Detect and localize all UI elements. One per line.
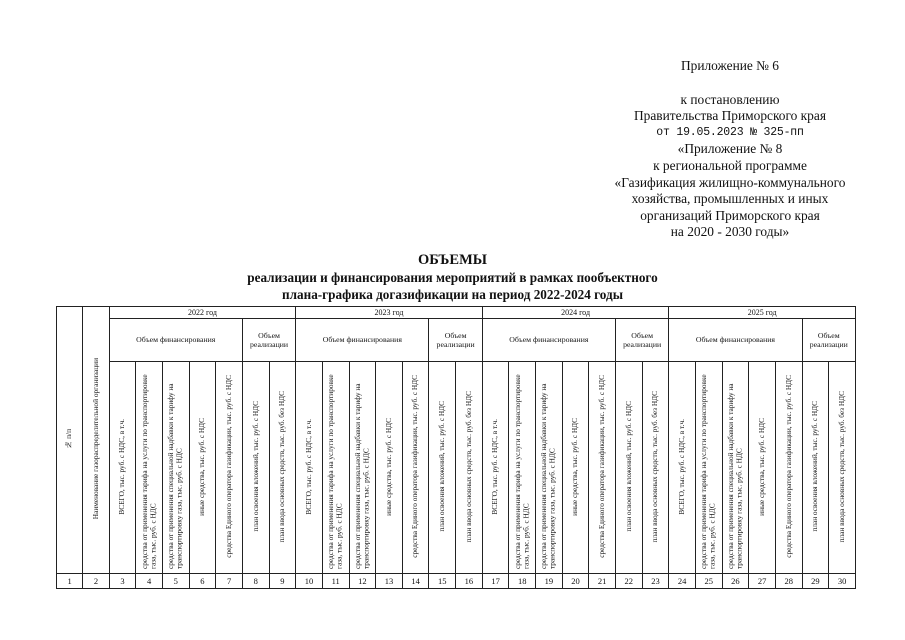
- header-financing-col: [509, 362, 536, 574]
- header-financing-col: [216, 362, 243, 574]
- column-number-text: 7: [226, 575, 232, 586]
- column-number-text: 27: [757, 575, 767, 586]
- header-financing-col: [349, 362, 376, 574]
- group-header-row: [57, 319, 856, 362]
- header-financing-col-text: средства от применения специальной надбавки к тарифу на транспортировку газа, тыс. руб. с НДС: [539, 383, 557, 569]
- header-financing-col: [695, 362, 722, 574]
- column-number: [402, 574, 429, 589]
- column-number: [162, 574, 189, 589]
- column-number-text: 28: [784, 575, 793, 586]
- column-number-text: 6: [200, 575, 205, 586]
- header-realization-col: [642, 362, 669, 574]
- header-financing-col-text: средства Единого оператора газификации, тыс. руб. с НДС: [596, 375, 606, 558]
- column-number: [802, 574, 829, 589]
- header-realization: [429, 319, 482, 362]
- appendix-line: к региональной программе: [653, 157, 807, 173]
- header-realization-col: [242, 362, 269, 574]
- appendix-date-number: от 19.05.2023 № 325-пп: [656, 125, 804, 139]
- column-number: [57, 574, 83, 589]
- header-financing-col-text: средства от применения тарифа на услуги по транспортировке газа, тыс. руб. с НДС: [326, 374, 344, 569]
- column-number-text: 13: [384, 575, 394, 586]
- column-number-text: 2: [93, 575, 99, 586]
- column-number-text: 4: [147, 575, 152, 586]
- column-number-text: 30: [837, 575, 847, 586]
- header-financing-text: Объем финансирования: [136, 335, 216, 345]
- header-financing-col-text: средства Единого оператора газификации, тыс. руб. с НДС: [783, 375, 793, 558]
- appendix-block: [595, 58, 865, 241]
- header-financing-col-text: иные средства, тыс. руб. с НДС: [756, 417, 766, 516]
- column-number: [615, 574, 642, 589]
- header-year: [109, 307, 296, 319]
- column-number-text: 1: [67, 575, 72, 586]
- header-year: [296, 307, 483, 319]
- column-number-text: 18: [517, 575, 527, 586]
- header-financing-col-text: иные средства, тыс. руб. с НДС: [570, 417, 580, 516]
- header-financing-col: [562, 362, 589, 574]
- header-financing-col: [402, 362, 429, 574]
- header-financing-col: [589, 362, 616, 574]
- column-number: [109, 574, 136, 589]
- header-realization-col-text: план ввода основных средств, тыс. руб. без НДС: [836, 390, 846, 543]
- appendix-line: к постановлению: [680, 91, 780, 107]
- appendix-line: «Приложение № 8: [677, 141, 783, 157]
- column-number: [669, 574, 696, 589]
- header-org: [83, 307, 109, 574]
- header-year: [482, 307, 669, 319]
- header-realization-col: [829, 362, 856, 574]
- header-year-text: 2024 год: [561, 308, 591, 317]
- document-title: [0, 252, 905, 303]
- header-financing-col: [775, 362, 802, 574]
- header-financing-col: [296, 362, 323, 574]
- header-financing-col-text: средства от применения тарифа на услуги по транспортировке газа, тыс. руб. с НДС: [512, 374, 531, 569]
- column-number-text: 9: [280, 575, 285, 586]
- column-header-row: [57, 362, 856, 574]
- header-financing: [109, 319, 242, 362]
- header-financing-col-text: иные средства, тыс. руб. с НДС: [197, 417, 207, 516]
- header-financing-col: [536, 362, 563, 574]
- header-no-text: № п/п: [64, 428, 74, 450]
- header-financing-col-text: средства от применения тарифа на услуги по транспортировке газа, тыс. руб. с НДС: [699, 374, 717, 569]
- header-financing-col: [109, 362, 136, 574]
- header-financing-col-text: средства Единого оператора газификации, тыс. руб. с НДС: [223, 375, 233, 558]
- header-financing: [296, 319, 429, 362]
- header-financing-text: Объем финансирования: [322, 335, 402, 345]
- column-number: [642, 574, 669, 589]
- column-number-text: 10: [304, 575, 314, 586]
- column-number: [536, 574, 563, 589]
- header-financing-col-text: ВСЕГО, тыс. руб. с НДС, в т.ч.: [117, 418, 127, 515]
- column-number-text: 16: [464, 575, 474, 586]
- header-financing: [669, 319, 802, 362]
- column-number: [136, 574, 163, 589]
- column-number-text: 29: [811, 575, 820, 586]
- column-number: [189, 574, 216, 589]
- column-number-row: [57, 574, 856, 589]
- column-number-text: 26: [731, 575, 740, 586]
- header-realization-col-text: план освоения вложений, тыс. руб. с НДС: [810, 401, 820, 532]
- column-number-text: 11: [331, 575, 340, 586]
- appendix-line: на 2020 - 2030 годы»: [670, 224, 790, 240]
- header-year-text: 2023 год: [374, 308, 404, 317]
- column-number: [722, 574, 749, 589]
- header-year: [669, 307, 856, 319]
- column-number-text: 22: [624, 575, 634, 586]
- title-sub: реализации и финансирования мероприятий в рамках пообъектного: [247, 270, 658, 285]
- header-realization-col-text: план освоения вложений, тыс. руб. с НДС: [250, 401, 260, 532]
- header-financing-col: [136, 362, 163, 574]
- column-number-text: 23: [651, 575, 660, 586]
- column-number: [482, 574, 509, 589]
- header-realization-col: [456, 362, 483, 574]
- header-realization-col: [269, 362, 296, 574]
- header-realization: [615, 319, 668, 362]
- column-number: [695, 574, 722, 589]
- column-number: [456, 574, 483, 589]
- header-financing-col-text: ВСЕГО, тыс. руб. с НДС, в т.ч.: [490, 418, 500, 515]
- appendix-line: Правительства Приморского края: [634, 108, 826, 124]
- column-number: [509, 574, 536, 589]
- header-financing-text: Объем финансирования: [695, 335, 776, 345]
- header-financing-col: [322, 362, 349, 574]
- header-year-text: 2022 год: [188, 308, 217, 317]
- header-financing-col: [189, 362, 216, 574]
- header-year-text: 2025 год: [747, 308, 777, 317]
- header-financing-text: Объем финансирования: [509, 335, 589, 345]
- column-number: [269, 574, 296, 589]
- header-financing-col: [162, 362, 189, 574]
- column-number-text: 19: [544, 575, 554, 586]
- header-financing-col: [482, 362, 509, 574]
- column-number: [589, 574, 616, 589]
- appendix-number: Приложение № 6: [680, 58, 780, 73]
- header-realization-text: Объем реализации: [250, 330, 289, 349]
- header-realization-text: Объем реализации: [623, 330, 662, 349]
- appendix-line: «Газификация жилищно-коммунального: [614, 174, 846, 190]
- column-number-text: 24: [677, 575, 687, 586]
- header-realization-col-text: план ввода основных средств, тыс. руб. без НДС: [650, 390, 660, 543]
- header-realization-text: Объем реализации: [809, 330, 848, 349]
- column-number-text: 8: [253, 575, 258, 586]
- title-main: ОБЪЕМЫ: [417, 252, 487, 268]
- column-number: [296, 574, 323, 589]
- appendix-line: хозяйства, промышленных и иных: [631, 191, 829, 207]
- column-number-text: 20: [571, 575, 580, 586]
- header-financing: [482, 319, 615, 362]
- column-number-text: 25: [704, 575, 714, 586]
- column-number-text: 21: [597, 575, 607, 586]
- header-realization-col: [802, 362, 829, 574]
- column-number-text: 3: [120, 575, 125, 586]
- header-financing-col-text: средства Единого оператора газификации, тыс. руб. с НДС: [410, 375, 420, 558]
- financing-table: [56, 306, 856, 589]
- header-financing-col-text: средства от применения тарифа на услуги по транспортировке газа, тыс. руб. с НДС: [139, 374, 158, 569]
- header-realization-col-text: план ввода основных средств, тыс. руб. без НДС: [463, 390, 473, 543]
- header-financing-col-text: ВСЕГО, тыс. руб. с НДС, в т.ч.: [676, 418, 686, 515]
- header-realization-col: [615, 362, 642, 574]
- column-number: [349, 574, 376, 589]
- column-number: [322, 574, 349, 589]
- header-financing-col: [722, 362, 749, 574]
- column-number-text: 12: [358, 575, 367, 586]
- column-number-text: 5: [173, 575, 178, 586]
- column-number-text: 14: [411, 575, 420, 586]
- column-number: [242, 574, 269, 589]
- header-financing-col: [669, 362, 696, 574]
- header-realization-col: [429, 362, 456, 574]
- header-realization-col-text: план освоения вложений, тыс. руб. с НДС: [437, 401, 447, 532]
- appendix-line: организаций Приморского края: [640, 207, 820, 223]
- column-number: [562, 574, 589, 589]
- header-realization-col-text: план освоения вложений, тыс. руб. с НДС: [623, 401, 633, 532]
- column-number: [829, 574, 856, 589]
- header-financing-col: [749, 362, 776, 574]
- header-financing-col: [376, 362, 403, 574]
- header-org-text: Наименование газораспределительной организации: [90, 358, 100, 520]
- header-realization: [242, 319, 295, 362]
- header-no: [57, 307, 83, 574]
- column-number-text: 15: [438, 575, 447, 586]
- header-financing-col-text: средства от применения специальной надбавки к тарифу на транспортировку газа, тыс. руб. с НДС: [352, 383, 371, 569]
- column-number-text: 17: [491, 575, 500, 586]
- column-number: [376, 574, 403, 589]
- header-financing-col-text: средства от применения специальной надбавки к тарифу на транспортировку газа, тыс. руб. с НДС: [726, 383, 744, 569]
- header-realization: [802, 319, 855, 362]
- column-number: [83, 574, 109, 589]
- title-sub: плана-графика догазификации на период 2022-2024 годы: [282, 287, 623, 302]
- column-number: [216, 574, 243, 589]
- column-number: [749, 574, 776, 589]
- header-realization-text: Объем реализации: [436, 330, 475, 349]
- year-header-row: [57, 307, 856, 319]
- header-financing-col-text: иные средства, тыс. руб. с НДС: [383, 417, 393, 516]
- header-financing-col-text: средства от применения специальной надбавки к тарифу на транспортировку газа, тыс. руб. с НДС: [166, 383, 184, 569]
- column-number: [775, 574, 802, 589]
- header-realization-col-text: план ввода основных средств, тыс. руб. без НДС: [277, 390, 287, 543]
- column-number: [429, 574, 456, 589]
- header-financing-col-text: ВСЕГО, тыс. руб. с НДС, в т.ч.: [303, 418, 313, 515]
